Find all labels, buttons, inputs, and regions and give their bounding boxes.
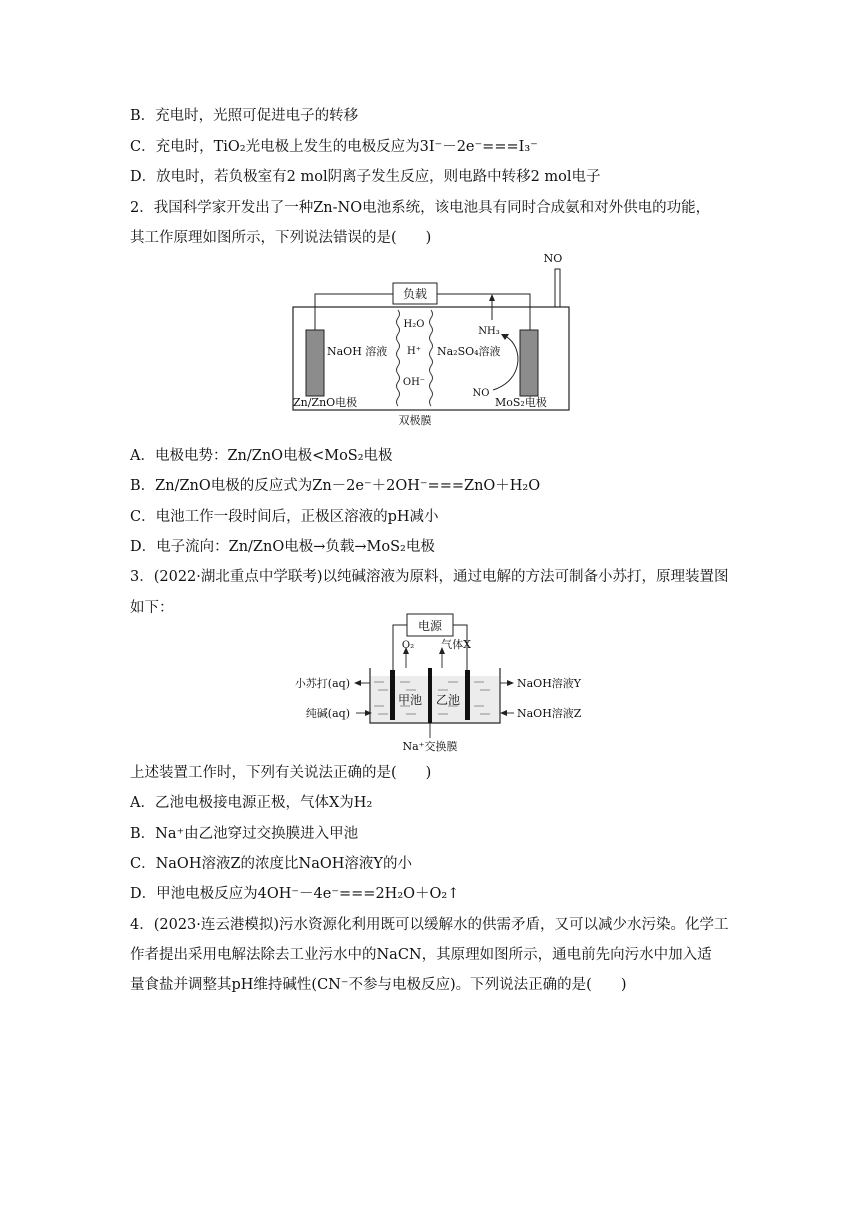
q2-option-b: B．Zn/ZnO电极的反应式为Zn－2e⁻＋2OH⁻===ZnO＋H₂O — [130, 478, 541, 494]
q2-no-top-label: NO — [543, 252, 563, 265]
q2-na2so4-label: Na₂SO₄溶液 — [437, 345, 501, 358]
q3-soda-ash-label: 纯碱(aq) — [305, 707, 350, 720]
q2-battery-diagram — [285, 250, 585, 430]
q3-naoh-z-label: NaOH溶液Z — [517, 707, 582, 720]
q2-membrane-label: 双极膜 — [398, 414, 432, 427]
q3-baking-soda-label: 小苏打(aq) — [294, 677, 350, 690]
q3-option-a: A．乙池电极接电源正极，气体X为H₂ — [130, 795, 373, 811]
q3-option-d: D．甲池电极反应为4OH⁻－4e⁻===2H₂O＋O₂↑ — [130, 886, 460, 902]
q2-naoh-label: NaOH 溶液 — [327, 345, 388, 358]
q2-option-a: A．电极电势：Zn/ZnO电极<MoS₂电极 — [130, 448, 393, 464]
q3-option-b: B．Na⁺由乙池穿过交换膜进入甲池 — [130, 826, 359, 842]
q3-naoh-y-label: NaOH溶液Y — [517, 677, 582, 690]
q2-zn-electrode — [306, 330, 324, 396]
q4-stem-line3: 量食盐并调整其pH维持碱性(CN⁻不参与电极反应)。下列说法正确的是( ) — [130, 977, 627, 993]
q2-load-label: 负载 — [402, 287, 428, 301]
q3-cell-jia-label: 甲池 — [397, 693, 423, 707]
q2-nh3-label: NH₃ — [478, 326, 500, 337]
q2-stem-line1: 2．我国科学家开发出了一种Zn-NO电池系统，该电池具有同时合成氨和对外供电的功能， — [130, 200, 711, 216]
q1-option-c: C．充电时，TiO₂光电极上发生的电极反应为3I⁻－2e⁻===I₃⁻ — [130, 139, 538, 155]
q3-electrolysis-diagram — [288, 610, 594, 755]
q3-cell-yi-label: 乙池 — [435, 693, 461, 707]
q3-after-figure: 上述装置工作时，下列有关说法正确的是( ) — [130, 765, 432, 781]
q2-mos2-electrode — [520, 330, 538, 396]
q3-o2-label: O₂ — [401, 640, 415, 651]
q1-option-b: B．充电时，光照可促进电子的转移 — [130, 108, 359, 124]
q3-membrane-label: Na⁺交换膜 — [402, 740, 458, 753]
q2-stem-line2: 其工作原理如图所示，下列说法错误的是( ) — [130, 230, 432, 246]
q2-mos2-electrode-label: MoS₂电极 — [495, 396, 547, 409]
q2-no-inner-label: NO — [472, 388, 490, 399]
q3-stem-line1: 3．(2022·湖北重点中学联考)以纯碱溶液为原料，通过电解的方法可制备小苏打，原理装置图 — [130, 569, 729, 585]
q3-gas-x-label: 气体X — [441, 638, 471, 651]
q2-h-plus-label: H⁺ — [407, 346, 421, 357]
q2-oh-minus-label: OH⁻ — [402, 377, 426, 388]
q3-cathode — [465, 670, 470, 720]
q3-power-label: 电源 — [417, 619, 443, 633]
q4-stem-line1: 4．(2023·连云港模拟)污水资源化利用既可以缓解水的供需矛盾，又可以减少水污染。化学工 — [130, 917, 729, 933]
q1-option-d: D．放电时，若负极室有2 mol阴离子发生反应，则电路中转移2 mol电子 — [130, 169, 601, 185]
q4-stem-line2: 作者提出采用电解法除去工业污水中的NaCN，其原理如图所示，通电前先向污水中加入适 — [130, 947, 712, 963]
q2-option-d: D．电子流向：Zn/ZnO电极→负载→MoS₂电极 — [130, 539, 435, 555]
q3-anode — [390, 670, 395, 720]
q2-h2o-label: H₂O — [403, 319, 425, 330]
q3-option-c: C．NaOH溶液Z的浓度比NaOH溶液Y的小 — [130, 856, 412, 872]
q3-stem-line2: 如下： — [130, 600, 174, 616]
q3-membrane — [428, 668, 432, 723]
q2-zn-electrode-label: Zn/ZnO电极 — [293, 396, 358, 409]
q2-option-c: C．电池工作一段时间后，正极区溶液的pH减小 — [130, 509, 439, 525]
